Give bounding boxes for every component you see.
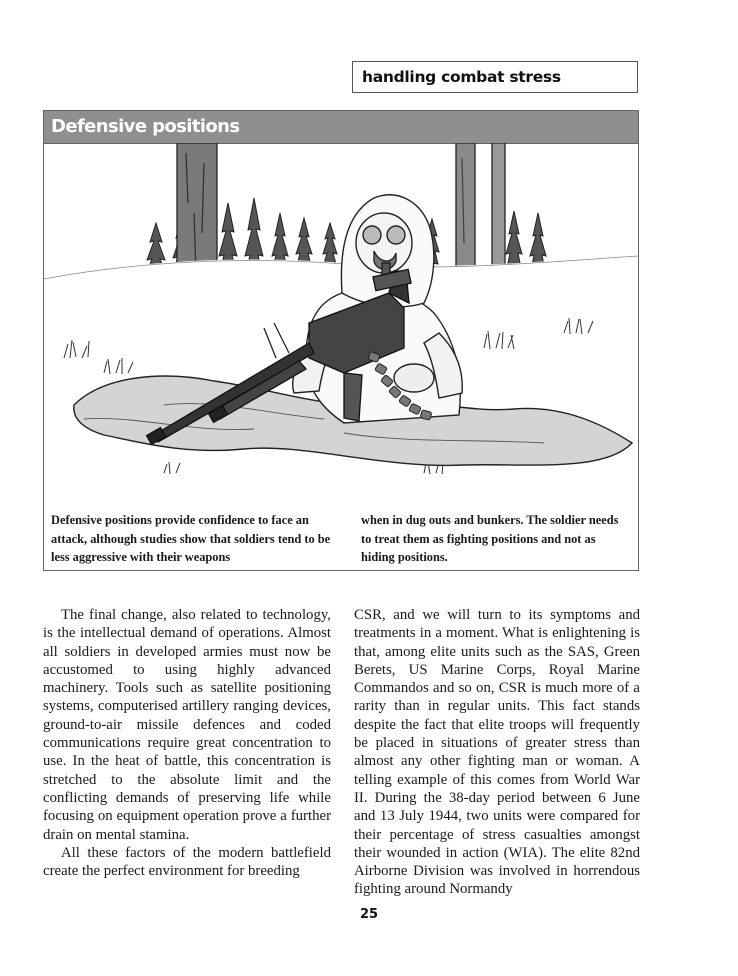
body-left-column: [43, 606, 331, 880]
paragraph: The final change, also related to technology, is the intellectual demand of operations. Almost all soldiers in developed armies must now be accustomed to using highly advanced machinery. Tools such as satellite positioning systems, computerised artillery ranging devices, ground-to-air missile defences and coded communications require great concentration to use. In the heat of battle, this concentration is stretched to the absolute limit and the conflicting demands of preserving life while focusing on equipment operation prove a further drain on mental stamina.: [43, 607, 331, 843]
figure-box: [43, 110, 639, 571]
caption-right: when in dug outs and bunkers. The soldier needs to treat them as fighting positions and not as hiding positions.: [361, 513, 619, 564]
paragraph: CSR, and we will turn to its symptoms and treatments in a moment. What is enlightening is that, among elite units such as the SAS, Green Berets, US Marine Corps, Royal Marine Commandos and so on, CSR is much more of a rarity than in regular units. This fact stands despite the fact that elite troops will frequently be placed in situations of greater stress than almost any other fighting man or woman. A telling example of this comes from World War II. During the 38-day period between 6 June and 13 July 1944, two units were compared for their percentage of stress casualties amongst their wounded in action (WIA). The elite 82nd Airborne Division was involved in horrendous fighting around Normandy: [354, 607, 640, 898]
paragraph: All these factors of the modern battlefield create the perfect environment for breeding: [43, 844, 331, 880]
body-right-column: [354, 606, 640, 899]
figure-caption: [51, 511, 631, 567]
figure-title: Defensive positions: [44, 111, 638, 144]
running-head: handling combat stress: [352, 61, 638, 93]
page-number: 25: [359, 907, 379, 922]
soldier-with-machine-gun-illustration: [44, 143, 638, 511]
caption-left: Defensive positions provide confidence to face an attack, although studies show that soldiers tend to be less aggressive with their weapons: [51, 513, 331, 564]
